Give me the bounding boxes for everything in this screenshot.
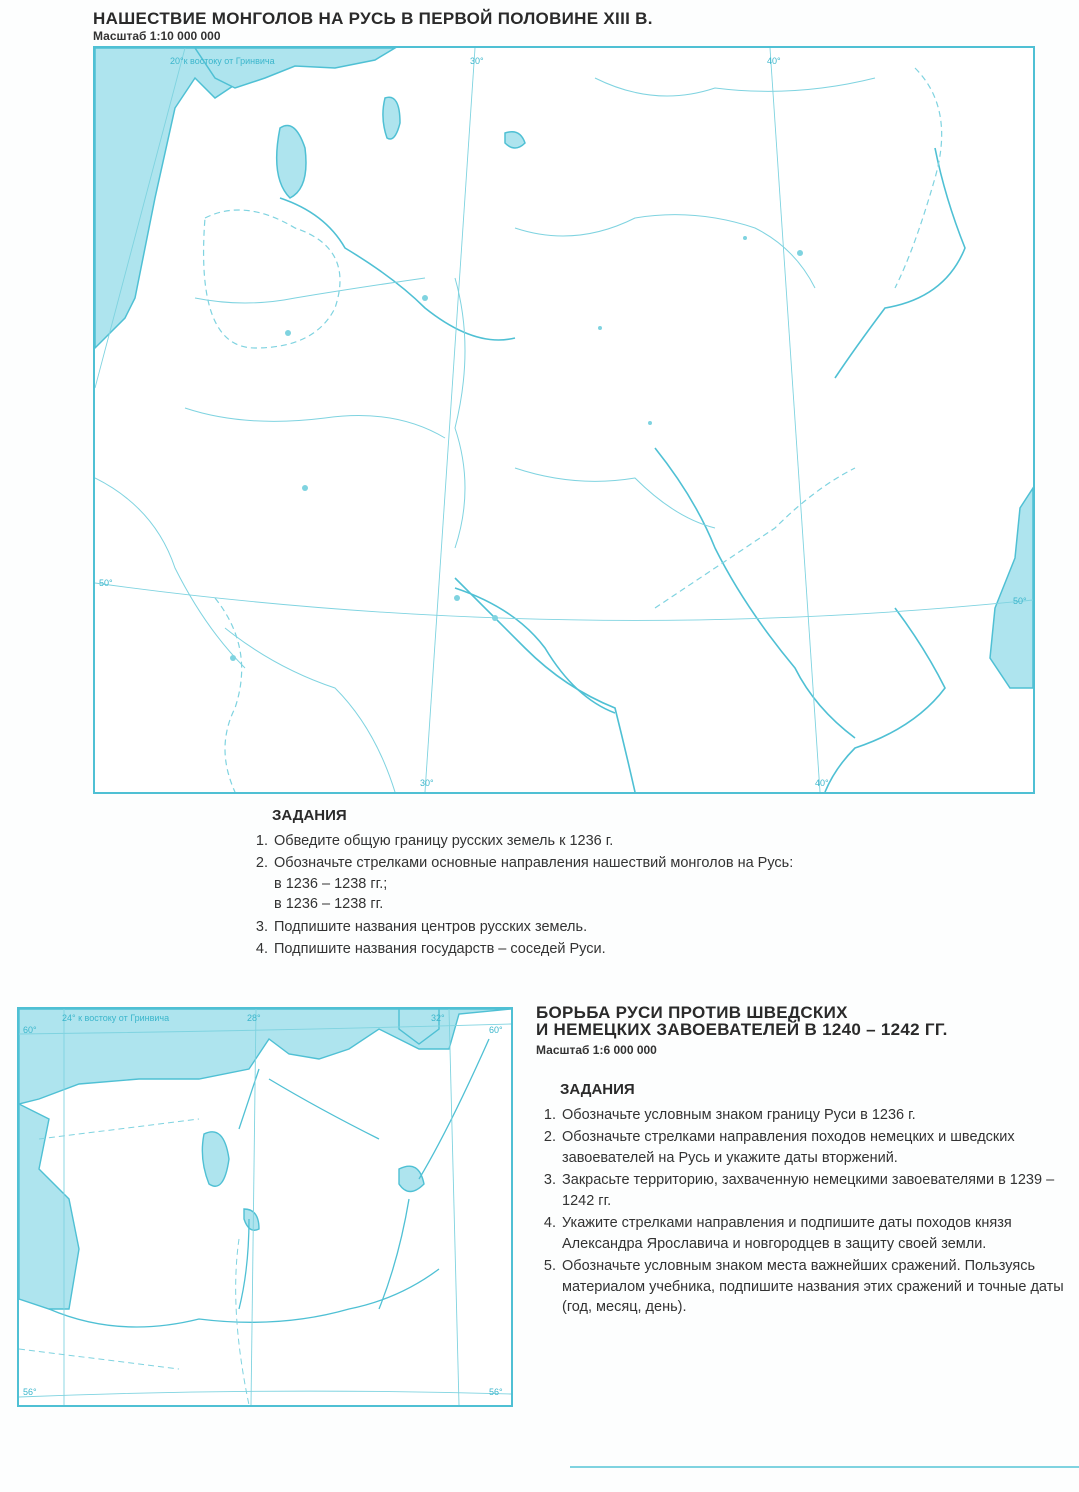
map2-lat56-left: 56° <box>23 1387 37 1397</box>
border-dashed-2 <box>895 68 942 288</box>
map2-task-3: 3. Закрасьте территорию, захваченную немецкими завоевателями в 1239 – 1242 гг. <box>560 1170 1079 1211</box>
meridian-28 <box>251 1009 256 1405</box>
city-dot <box>230 655 236 661</box>
city-dot <box>797 250 803 256</box>
border-dashed-3 <box>19 1349 179 1369</box>
map2-lon28: 28° <box>247 1013 261 1023</box>
city-dot <box>598 326 602 330</box>
river-lovat <box>379 1199 409 1309</box>
river-don <box>655 448 855 738</box>
city-dot <box>648 421 652 425</box>
river-volga <box>825 148 965 792</box>
lake-ilmen <box>383 97 400 139</box>
map2-lat56-right: 56° <box>489 1387 503 1397</box>
city-dot <box>743 236 747 240</box>
map2-tasks <box>538 1080 1079 1320</box>
lake-small <box>505 132 525 148</box>
river-volkhov <box>419 1039 489 1179</box>
map1-task-2-line-2: в 1236 – 1238 гг. <box>274 896 384 912</box>
river-luga <box>269 1079 379 1139</box>
map1-lat50-right: 50° <box>1013 596 1027 606</box>
river-seim <box>515 468 715 528</box>
city-dot <box>422 295 428 301</box>
map1-task-2: 2. Обозначьте стрелками основные направления нашествий монголов на Русь: в 1236 – 1238 гг.; в 1236 – 1238 гг. <box>272 853 950 915</box>
map2-task-4: 4. Укажите стрелками направления и подпишите даты походов князя Александра Ярославича и новгородцев в защиту своей земли. <box>560 1213 1079 1254</box>
map2-lon32: 32° <box>431 1013 445 1023</box>
map1-lon30-top: 30° <box>470 56 484 66</box>
map2-meridian-note: 24° к востоку от Гринвича <box>62 1013 170 1023</box>
city-dot <box>454 595 460 601</box>
map1-title: НАШЕСТВИЕ МОНГОЛОВ НА РУСЬ В ПЕРВОЙ ПОЛОВИНЕ XIII В. <box>93 9 653 28</box>
gulf-finland <box>195 48 395 88</box>
map2-task-2: 2. Обозначьте стрелками направления походов немецких и шведских завоевателей на Русь и укажите даты вторжений. <box>560 1127 1079 1168</box>
lake-ilmen <box>399 1166 424 1191</box>
river-dnieper-south <box>455 588 615 713</box>
caspian-edge <box>990 488 1033 688</box>
river-pripyat <box>185 408 445 438</box>
map1-mongol-invasion <box>93 46 1035 794</box>
lake-peipus <box>202 1132 229 1186</box>
map2-task-1: 1. Обозначьте условным знаком границу Руси в 1236 г. <box>560 1105 1079 1126</box>
map1-task-1: 1. Обведите общую границу русских земель к 1236 г. <box>272 831 950 852</box>
map2-swedish-german-invaders <box>17 1007 513 1407</box>
lake-peipus <box>277 126 306 199</box>
river-dniester <box>95 478 245 668</box>
map1-task-4: 4. Подпишите названия государств – соседей Руси. <box>272 939 950 960</box>
meridian-30 <box>425 48 475 792</box>
city-dot <box>285 330 291 336</box>
map1-lat50-left: 50° <box>99 578 113 588</box>
river-south <box>225 628 395 792</box>
map1-task-2-line-1: в 1236 – 1238 гг.; <box>274 875 388 892</box>
border-dashed-1 <box>39 1119 199 1139</box>
river-west-dvina <box>195 278 425 303</box>
river-velikaya <box>239 1219 249 1309</box>
baltic-sea <box>95 48 295 348</box>
river-narva <box>239 1069 259 1129</box>
map2-contour-svg <box>19 1009 511 1405</box>
map1-lon40-bottom: 40° <box>815 778 829 788</box>
city-dot <box>492 615 498 621</box>
city-dot <box>302 485 308 491</box>
map1-meridian-note: 20°к востоку от Гринвича <box>170 56 275 66</box>
map2-title: БОРЬБА РУСИ ПРОТИВ ШВЕДСКИХ И НЕМЕЦКИХ ЗАВОЕВАТЕЛЕЙ В 1240 – 1242 ГГ. <box>536 1003 948 1039</box>
map1-lon40-top: 40° <box>767 56 781 66</box>
river-western-dvina <box>49 1269 439 1327</box>
map2-lat60-right: 60° <box>489 1025 503 1035</box>
lake-pskov <box>244 1209 259 1230</box>
map2-task-5: 5. Обозначьте условным знаком места важнейших сражений. Пользуясь материалом учебника, подпишите названия этих сражений и точные даты (год, месяц, день). <box>560 1256 1079 1318</box>
map1-tasks <box>250 806 950 962</box>
map1-scale: Масштаб 1:10 000 000 <box>93 29 221 43</box>
river-north <box>595 78 875 96</box>
parallel-50 <box>95 583 1033 620</box>
parallel-56 <box>19 1391 511 1397</box>
border-dashed-1 <box>204 210 340 348</box>
border-dashed-4 <box>215 598 242 792</box>
meridian-40 <box>770 48 820 792</box>
map2-lat60-left: 60° <box>23 1025 37 1035</box>
map2-scale: Масштаб 1:6 000 000 <box>536 1043 657 1057</box>
river-oka <box>515 215 815 288</box>
map1-lon30-bottom: 30° <box>420 778 434 788</box>
page-divider <box>570 1466 1079 1468</box>
meridian-32 <box>449 1009 459 1405</box>
map1-tasks-heading: ЗАДАНИЯ <box>272 807 347 824</box>
map2-tasks-heading: ЗАДАНИЯ <box>560 1081 635 1098</box>
map1-task-3: 3. Подпишите названия центров русских земель. <box>272 917 950 938</box>
map1-contour-svg <box>95 48 1033 792</box>
